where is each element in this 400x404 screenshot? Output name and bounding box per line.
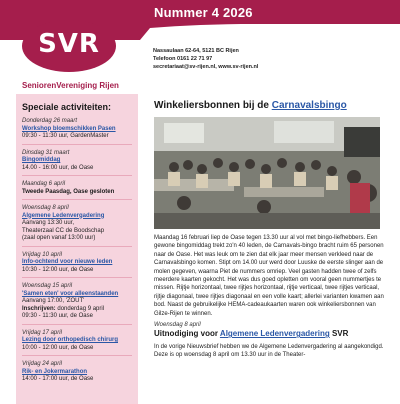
section-heading-suffix: SVR [329, 329, 349, 339]
divider [22, 246, 132, 247]
contact-address: Nassaulaan 62-64, 5121 BC Rijen [153, 48, 239, 54]
event-detail: 14.00 - 16:00 uur, de Oase [22, 164, 94, 171]
event-detail: 09:30 - 11:30 uur, GardenMaster [22, 133, 109, 139]
event-item [22, 252, 132, 279]
event-item [22, 150, 132, 177]
event-date: Maandag 6 april [22, 181, 66, 187]
signup-label: Inschrijven: [22, 305, 56, 312]
event-item [22, 361, 132, 384]
logo-text: SVR [38, 29, 100, 59]
sidebar-title: Speciale activiteiten: [22, 102, 112, 112]
logo-subtitle: SeniorenVereniging Rijen [22, 81, 119, 90]
event-title-link[interactable]: 'Samen eten' voor alleenstaanden [22, 290, 119, 297]
section-heading [154, 329, 386, 338]
article-body: Maandag 16 februari liep de Oase tegen 13.30 uur al vol met bingo-liefhebbers. Een gewone bingomiddag trekt zo'n 40 leden, de Carnavals-bingo bracht ruim 65 personen naar de Oase. Het was leuk om te zien dat elk jaar meer mensen verkleed naar de Carnavalsbingo komen. Stipt om 14.00 uur werd door Luuske de eerste slinger aan de molen gegeven, waarna Piet de nummers omriep. Veel gasten hadden twee of zelfs meerdere kaarten gekocht. Het was dus goed opletten om vooral geen nummertjes te missen. Rijtje horizontaal, twee rijtjes horizontaal, rijtje verticaal, twee rijtjes verticaal, rijtje diagonaal, twee rijtjes diagonaal en een volle kaart; allerlei varianten kwamen aan bod. Naast de gebruikelijke HEMA-cadeaukaarten waren ook winkeliersbonnen van Gilze-Rijen te winnen. [154, 235, 384, 317]
event-detail: Aanvang 17:00, 'ZOUT' [22, 298, 85, 304]
event-date: Dinsdag 31 maart [22, 149, 70, 156]
event-detail: 10:30 - 12:00 uur, de Oase [22, 266, 94, 273]
divider [22, 144, 132, 145]
event-item [22, 283, 132, 325]
activities-sidebar [16, 94, 138, 404]
event-detail: (zaal open vanaf 13:00 uur) [22, 235, 96, 241]
event-date: Vrijdag 17 april [22, 329, 62, 336]
event-title-link[interactable]: Info-ochtend voor nieuwe leden [22, 259, 113, 265]
section-heading-text: Uitnodiging voor [154, 329, 220, 339]
event-detail: 09:30 - 11:30 uur, de Oase [22, 313, 93, 319]
divider [22, 324, 132, 325]
event-title-link[interactable]: Rik- en Jokermarathon [22, 368, 88, 375]
event-title-link[interactable]: Workshop bloemschikken Pasen [22, 125, 116, 132]
event-date: Woensdag 8 april [22, 205, 69, 211]
event-date: Woensdag 15 april [22, 283, 73, 289]
event-detail: Aanvang 13:30 uur, [22, 220, 75, 226]
event-title-link[interactable]: Lezing door orthopedisch chirurg [22, 337, 118, 343]
article-headline [154, 100, 386, 111]
divider [22, 199, 132, 200]
contact-web[interactable]: secretariaat@sv-rijen.nl, www.sv-rijen.nl [153, 64, 259, 70]
contact-block [153, 47, 258, 71]
divider [22, 277, 132, 278]
event-title-link[interactable]: Bingomiddag [22, 157, 61, 163]
event-detail: Theaterzaal CC de Boodschap [22, 227, 105, 234]
event-item [22, 118, 132, 145]
photo-illustration [154, 117, 380, 229]
event-signup [22, 306, 132, 314]
headline-link[interactable]: Carnavalsbingo [271, 100, 347, 111]
event-detail: 10:00 - 12:00 uur, de Oase [22, 344, 94, 351]
event-item [22, 205, 132, 247]
main-article [154, 100, 386, 360]
event-date: Vrijdag 24 april [22, 361, 62, 367]
event-date: Donderdag 26 maart [22, 118, 78, 124]
headline-text: Winkeliersbonnen bij de [154, 100, 272, 111]
section-heading-link[interactable]: Algemene Ledenvergadering [219, 329, 330, 339]
signup-date: donderdag 9 april [55, 305, 105, 312]
divider [22, 175, 132, 176]
event-title: Tweede Paasdag, Oase gesloten [22, 188, 115, 195]
section-body: In de vorige Nieuwsbrief hebben we de Algemene Ledenvergadering al aangekondigd. Deze is op woensdag 8 april om 13.30 uur in de Theater- [154, 344, 384, 359]
event-date: Vrijdag 10 april [22, 251, 62, 258]
event-item [22, 181, 132, 200]
divider [22, 355, 132, 356]
event-detail: 14:00 - 17:00 uur, de Oase [22, 376, 94, 382]
contact-phone: Telefoon 0161 22 71 97 [153, 56, 213, 62]
bingo-photo [154, 117, 380, 229]
issue-number: Nummer 4 2026 [154, 5, 253, 20]
event-title-link[interactable]: Algemene Ledenvergadering [22, 212, 105, 219]
event-item [22, 330, 132, 357]
section-date: Woensdag 8 april [154, 322, 201, 329]
